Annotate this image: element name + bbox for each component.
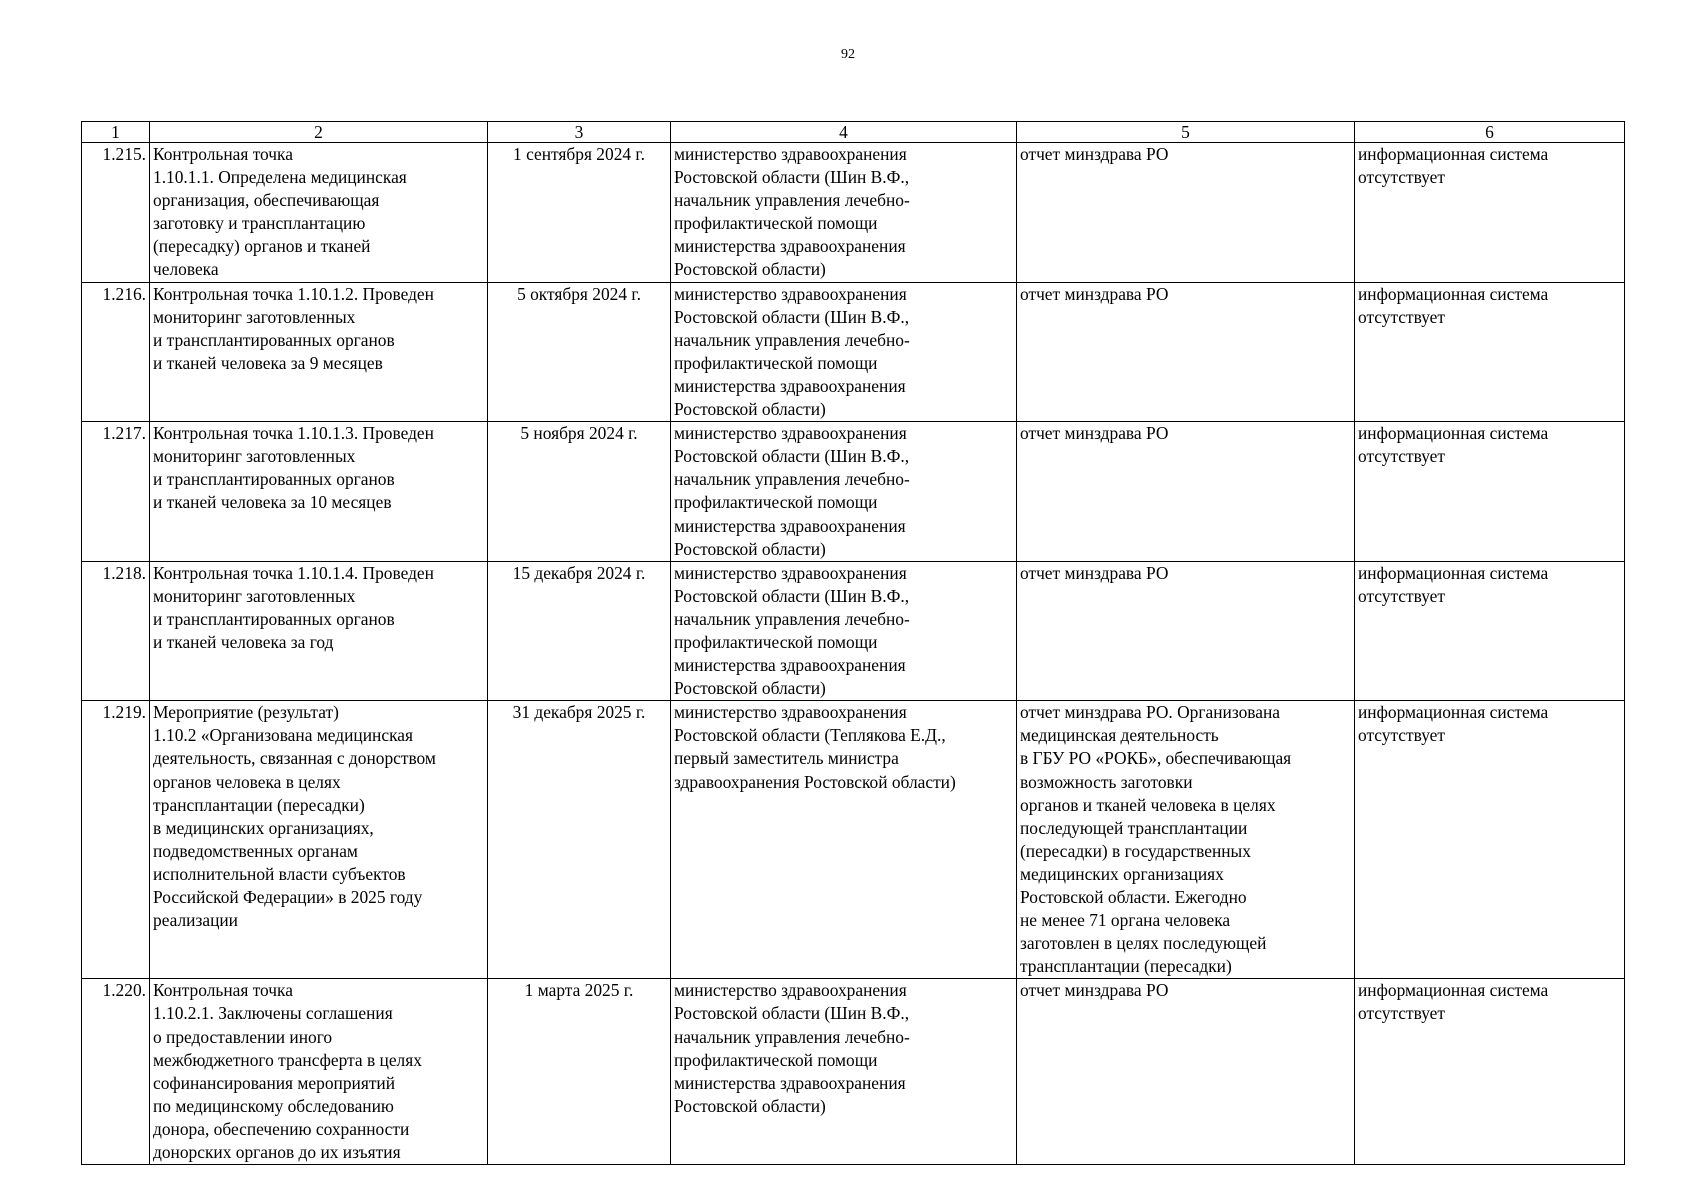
cell-line: министерства здравоохранения (674, 515, 906, 536)
cell-line: отсутствует (1358, 167, 1445, 188)
cell-line: отсутствует (1358, 446, 1445, 467)
deadline-cell: 5 ноября 2024 г. (488, 422, 671, 562)
cell-line: здравоохранения Ростовской области) (674, 771, 956, 792)
cell-line: начальник управления лечебно- (674, 608, 910, 629)
description-cell (150, 143, 488, 283)
cell-line: и трансплантированных органов (153, 329, 395, 350)
cell-line: Ростовской области) (674, 259, 826, 280)
cell-line: министерства здравоохранения (674, 375, 906, 396)
cell-line: Российской Федерации» в 2025 году (153, 887, 423, 907)
cell-line: Контрольная точка 1.10.1.2. Проведен (153, 283, 434, 304)
table-row (82, 701, 1625, 979)
cell-line: начальник управления лечебно- (674, 469, 910, 490)
cell-line: министерство здравоохранения (674, 702, 907, 723)
cell-line: реализации (153, 910, 238, 931)
column-header-3: 3 (488, 122, 671, 143)
column-header-2: 2 (150, 122, 488, 143)
row-number-cell: 1.219. (82, 701, 150, 979)
table-row (82, 422, 1625, 562)
cell-line: заготовлен в целях последующей (1020, 933, 1267, 954)
cell-line: отчет минздрава РО (1020, 283, 1169, 304)
cell-line: мониторинг заготовленных (153, 446, 356, 467)
cell-line: Контрольная точка (153, 144, 293, 164)
row-number-cell: 1.218. (82, 561, 150, 701)
cell-line: отчет минздрава РО (1020, 423, 1169, 444)
header-row (82, 122, 1625, 143)
column-header-6: 6 (1355, 122, 1625, 143)
deadline-cell: 15 декабря 2024 г. (488, 561, 671, 701)
cell-line: донорских органов до их изъятия (153, 1142, 401, 1163)
info-system-cell (1355, 422, 1625, 562)
document-cell (1017, 701, 1355, 979)
table-row (82, 561, 1625, 701)
description-cell (150, 422, 488, 562)
cell-line: 1.10.1.1. Определена медицинская (153, 167, 407, 188)
cell-line: и тканей человека за 9 месяцев (153, 352, 383, 373)
cell-line: Ростовской области) (674, 678, 826, 699)
info-system-cell (1355, 979, 1625, 1165)
cell-line: и трансплантированных органов (153, 469, 395, 490)
cell-line: мониторинг заготовленных (153, 306, 356, 327)
cell-line: органов и тканей человека в целях (1020, 794, 1276, 815)
cell-line: начальник управления лечебно- (674, 1026, 910, 1047)
table-body (82, 143, 1625, 1165)
cell-line: межбюджетного трансферта в целях (153, 1049, 422, 1070)
cell-line: профилактической помощи (674, 492, 878, 513)
cell-line: организация, обеспечивающая (153, 190, 380, 211)
cell-line: подведомственных органам (153, 840, 358, 861)
cell-line: и трансплантированных органов (153, 608, 395, 629)
cell-line: деятельность, связанная с донорством (153, 748, 436, 769)
cell-line: Ростовской области (Шин В.Ф., (674, 1003, 910, 1024)
cell-line: последующей трансплантации (1020, 817, 1248, 838)
column-header-5: 5 (1017, 122, 1355, 143)
cell-line: информационная система (1358, 144, 1549, 164)
cell-line: и тканей человека за 10 месяцев (153, 492, 392, 513)
deadline-cell: 31 декабря 2025 г. (488, 701, 671, 979)
document-cell (1017, 282, 1355, 422)
cell-line: Ростовской области. Ежегодно (1020, 887, 1247, 907)
responsible-cell (671, 422, 1017, 562)
cell-line: отсутствует (1358, 306, 1445, 327)
table-row (82, 282, 1625, 422)
cell-line: медицинских организациях (1020, 863, 1224, 884)
responsible-cell (671, 282, 1017, 422)
cell-line: отчет минздрава РО (1020, 980, 1169, 1001)
cell-line: начальник управления лечебно- (674, 329, 910, 350)
column-header-4: 4 (671, 122, 1017, 143)
cell-line: не менее 71 органа человека (1020, 910, 1231, 931)
cell-line: информационная система (1358, 702, 1549, 723)
document-cell (1017, 979, 1355, 1165)
info-system-cell (1355, 282, 1625, 422)
cell-line: органов человека в целях (153, 771, 341, 792)
cell-line: медицинская деятельность (1020, 725, 1219, 746)
cell-line: в ГБУ РО «РОКБ», обеспечивающая (1020, 748, 1292, 769)
cell-line: (пересадки) в государственных (1020, 840, 1251, 861)
info-system-cell (1355, 143, 1625, 283)
cell-line: министерства здравоохранения (674, 236, 906, 257)
cell-line: министерства здравоохранения (674, 655, 906, 676)
cell-line: донора, обеспечению сохранности (153, 1118, 410, 1139)
plan-table (81, 121, 1625, 1165)
deadline-cell: 1 марта 2025 г. (488, 979, 671, 1165)
cell-line: информационная система (1358, 980, 1549, 1001)
cell-line: министерство здравоохранения (674, 562, 907, 583)
document-cell (1017, 561, 1355, 701)
cell-line: министерство здравоохранения (674, 980, 907, 1001)
cell-line: человека (153, 259, 219, 280)
deadline-cell: 1 сентября 2024 г. (488, 143, 671, 283)
description-cell (150, 701, 488, 979)
table-row (82, 143, 1625, 283)
cell-line: министерство здравоохранения (674, 423, 907, 444)
description-cell (150, 282, 488, 422)
page-number: 92 (841, 47, 855, 62)
document-cell (1017, 143, 1355, 283)
responsible-cell (671, 979, 1017, 1165)
cell-line: заготовку и трансплантацию (153, 213, 366, 234)
cell-line: исполнительной власти субъектов (153, 863, 406, 884)
cell-line: в медицинских организациях, (153, 817, 374, 838)
cell-line: министерство здравоохранения (674, 144, 907, 164)
cell-line: отсутствует (1358, 725, 1445, 746)
cell-line: отчет минздрава РО. Организована (1020, 702, 1281, 723)
cell-line: отсутствует (1358, 585, 1445, 606)
cell-line: Контрольная точка (153, 980, 293, 1001)
cell-line: (пересадку) органов и тканей (153, 236, 371, 257)
cell-line: софинансирования мероприятий (153, 1072, 396, 1093)
cell-line: первый заместитель министра (674, 748, 899, 769)
cell-line: информационная система (1358, 283, 1549, 304)
cell-line: Контрольная точка 1.10.1.3. Проведен (153, 423, 434, 444)
responsible-cell (671, 561, 1017, 701)
row-number-cell: 1.217. (82, 422, 150, 562)
row-number-cell: 1.215. (82, 143, 150, 283)
cell-line: Ростовской области) (674, 399, 826, 420)
column-header-1: 1 (82, 122, 150, 143)
info-system-cell (1355, 561, 1625, 701)
cell-line: Ростовской области) (674, 1095, 826, 1116)
cell-line: 1.10.2.1. Заключены соглашения (153, 1003, 393, 1024)
cell-line: 1.10.2 «Организована медицинская (153, 725, 413, 746)
cell-line: трансплантации (пересадки) (153, 794, 365, 815)
cell-line: трансплантации (пересадки) (1020, 956, 1232, 977)
cell-line: профилактической помощи (674, 1049, 878, 1070)
cell-line: по медицинскому обследованию (153, 1095, 394, 1116)
cell-line: министерство здравоохранения (674, 283, 907, 304)
responsible-cell (671, 143, 1017, 283)
cell-line: Ростовской области (Шин В.Ф., (674, 167, 910, 188)
cell-line: Ростовской области (Теплякова Е.Д., (674, 725, 946, 746)
cell-line: отчет минздрава РО (1020, 144, 1169, 164)
document-cell (1017, 422, 1355, 562)
responsible-cell (671, 701, 1017, 979)
cell-line: Контрольная точка 1.10.1.4. Проведен (153, 562, 434, 583)
cell-line: информационная система (1358, 423, 1549, 444)
cell-line: Ростовской области (Шин В.Ф., (674, 585, 910, 606)
description-cell (150, 561, 488, 701)
cell-line: мониторинг заготовленных (153, 585, 356, 606)
cell-line: профилактической помощи (674, 352, 878, 373)
cell-line: профилактической помощи (674, 631, 878, 652)
cell-line: отсутствует (1358, 1003, 1445, 1024)
cell-line: информационная система (1358, 562, 1549, 583)
cell-line: профилактической помощи (674, 213, 878, 234)
cell-line: Ростовской области) (674, 538, 826, 559)
cell-line: и тканей человека за год (153, 631, 334, 652)
deadline-cell: 5 октября 2024 г. (488, 282, 671, 422)
cell-line: возможность заготовки (1020, 771, 1193, 792)
description-cell (150, 979, 488, 1165)
info-system-cell (1355, 701, 1625, 979)
table-row (82, 979, 1625, 1165)
cell-line: начальник управления лечебно- (674, 190, 910, 211)
cell-line: Ростовской области (Шин В.Ф., (674, 306, 910, 327)
row-number-cell: 1.220. (82, 979, 150, 1165)
cell-line: о предоставлении иного (153, 1026, 333, 1047)
cell-line: отчет минздрава РО (1020, 562, 1169, 583)
cell-line: Мероприятие (результат) (153, 702, 339, 723)
cell-line: Ростовской области (Шин В.Ф., (674, 446, 910, 467)
row-number-cell: 1.216. (82, 282, 150, 422)
cell-line: министерства здравоохранения (674, 1072, 906, 1093)
